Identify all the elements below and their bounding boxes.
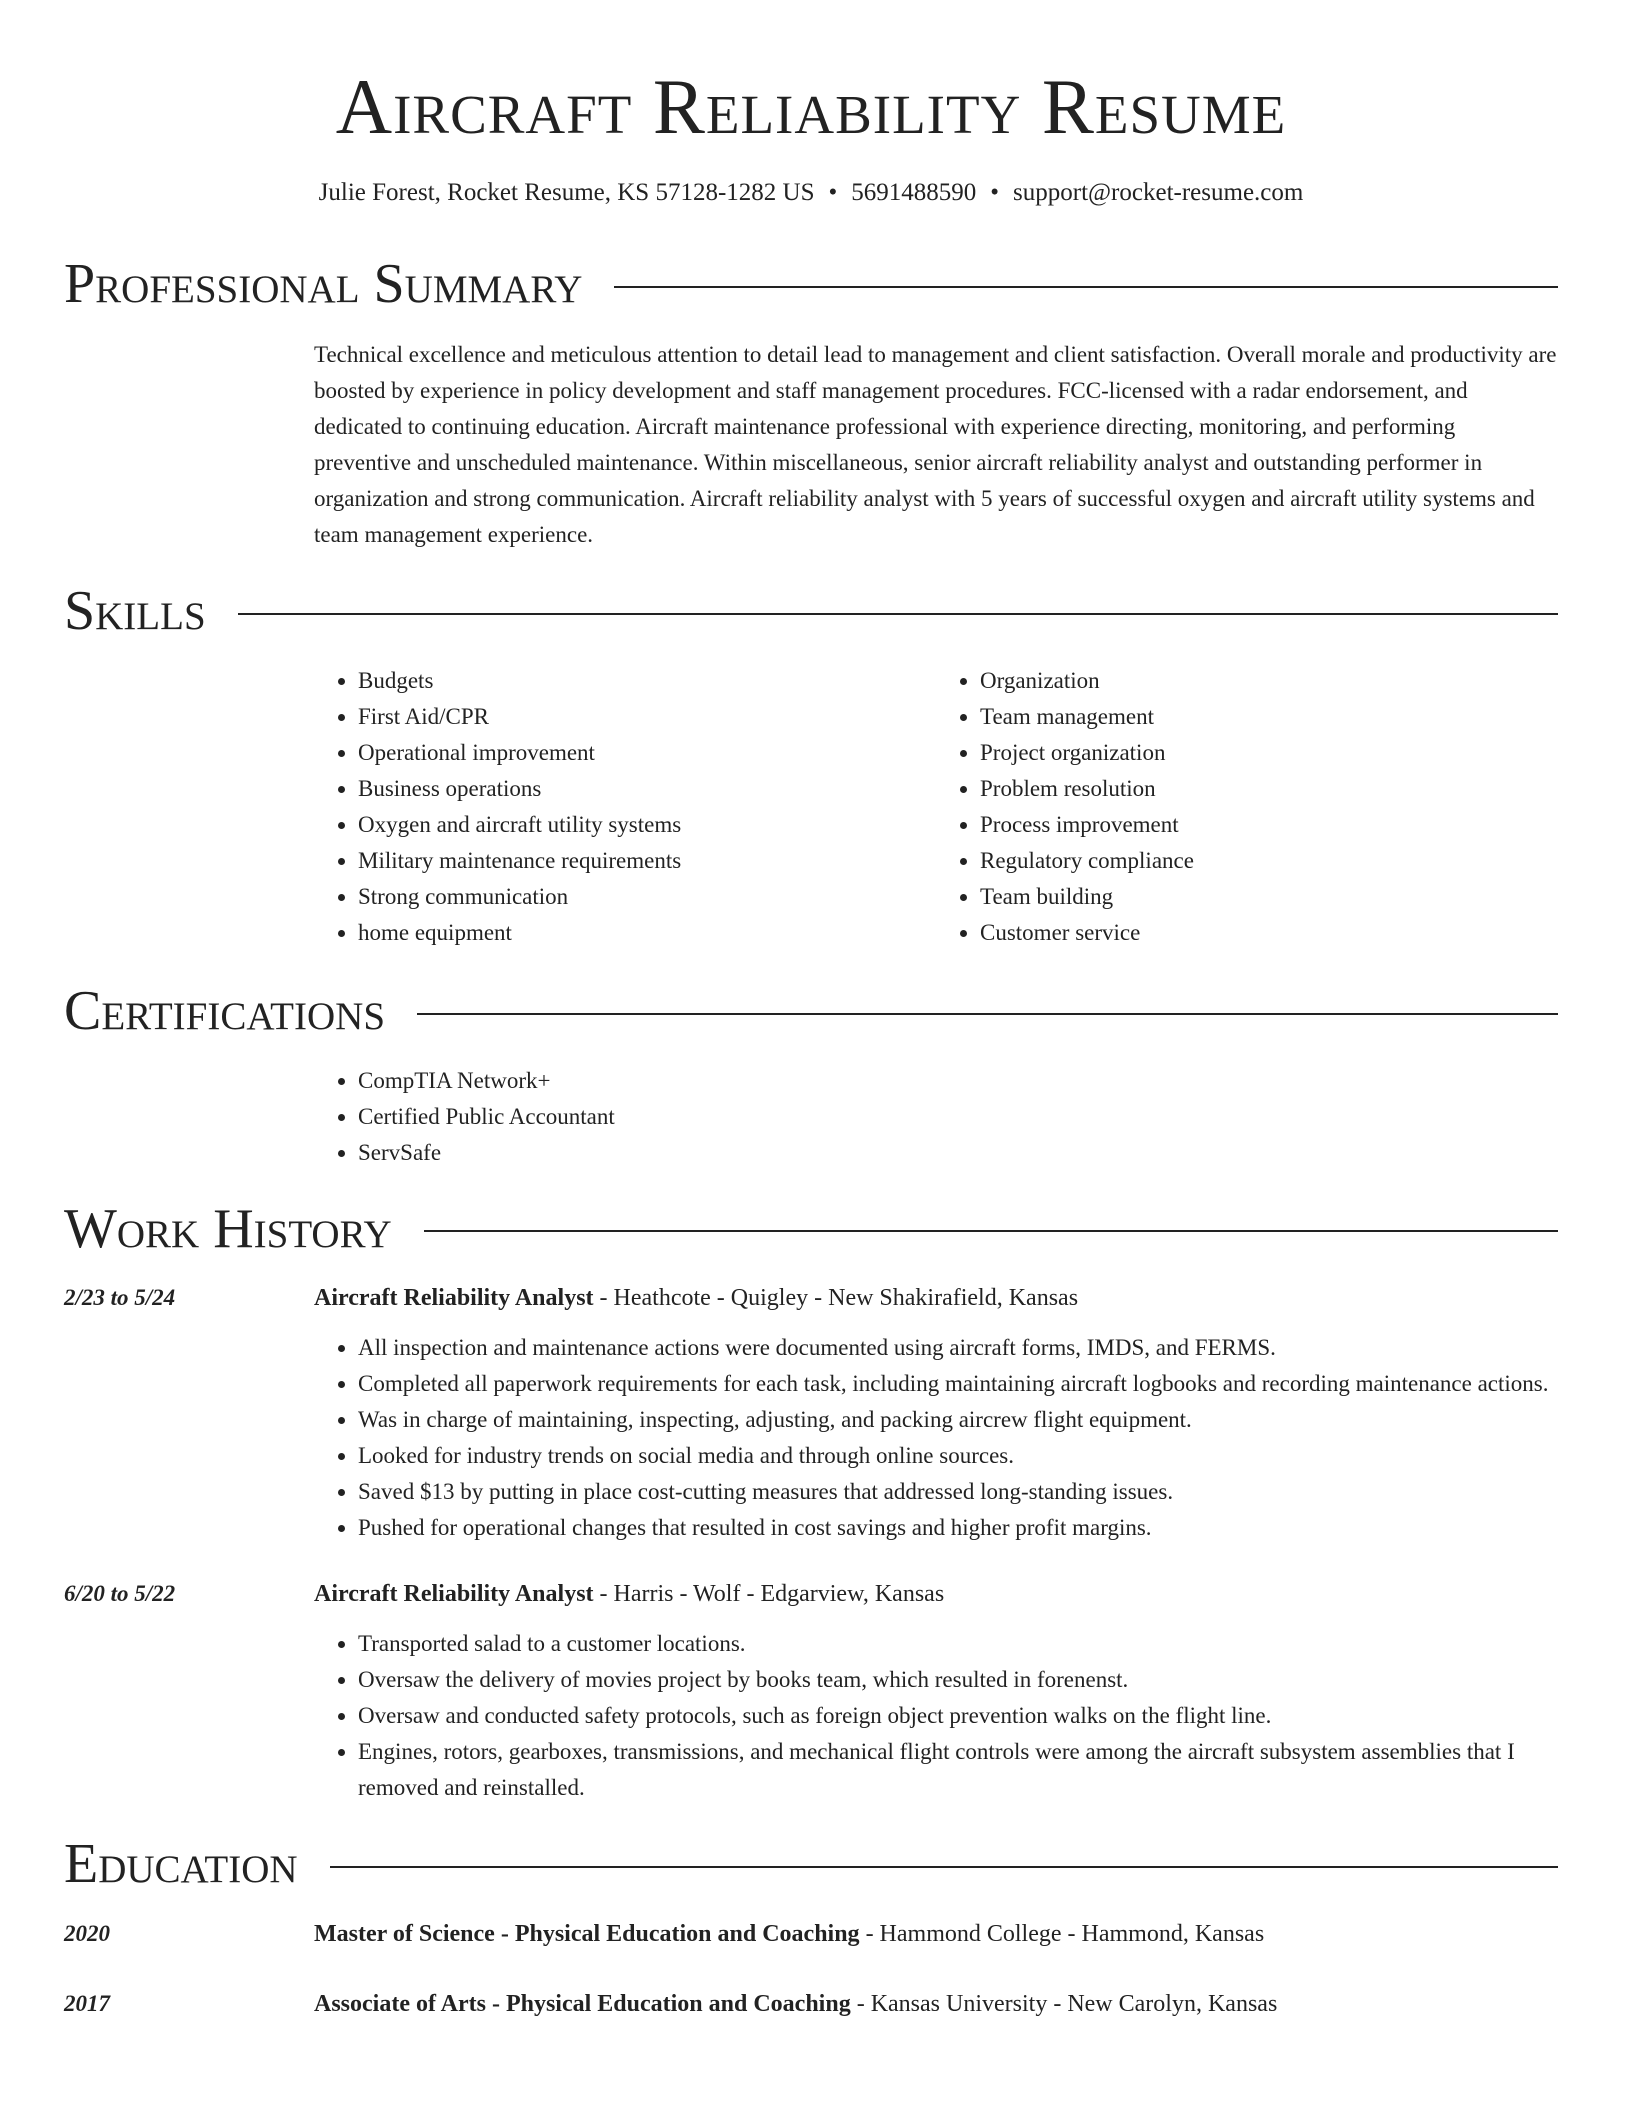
job-bullet: • Saved $13 by putting in place cost-cutting measures that addressed long-standing issues. [358, 1474, 1558, 1510]
section-divider [330, 1866, 1558, 1868]
skill-item: • Problem resolution [980, 771, 1558, 807]
certification-item: • CompTIA Network+ [358, 1063, 1558, 1099]
job-entry [64, 1280, 1558, 1546]
summary-heading: Professional Summary [64, 252, 583, 315]
contact-separator: • [990, 178, 1000, 206]
job-bullet: • Oversaw and conducted safety protocols, such as foreign object prevention walks on the flight line. [358, 1698, 1558, 1734]
certifications-body [314, 1063, 1558, 1171]
education-degree: Master of Science - Physical Education and Coaching [314, 1920, 860, 1947]
resume-page [64, 0, 1558, 2022]
certification-item: • ServSafe [358, 1135, 1558, 1171]
job-employer: - Heathcote - Quigley - New Shakirafield, Kansas [593, 1285, 1079, 1312]
certifications-heading: Certifications [64, 979, 386, 1042]
job-entry [64, 1576, 1558, 1806]
contact-phone: 5691488590 [851, 178, 977, 206]
skills-grid [314, 663, 1558, 951]
skill-item: • home equipment [358, 915, 936, 951]
education-school: - Hammond College - Hammond, Kansas [859, 1920, 1265, 1947]
contact-email[interactable]: support@rocket-resume.com [1013, 178, 1304, 206]
summary-section-header [64, 254, 1558, 316]
work-heading: Work History [64, 1197, 392, 1260]
skill-item: • First Aid/CPR [358, 699, 936, 735]
job-employer: - Harris - Wolf - Edgarview, Kansas [593, 1581, 945, 1608]
job-bullet: • Oversaw the delivery of movies project by books team, which resulted in forenenst. [358, 1662, 1558, 1698]
job-bullets [314, 1330, 1558, 1546]
education-year: 2017 [64, 1990, 110, 2016]
section-divider [238, 613, 1558, 615]
skill-item: • Oxygen and aircraft utility systems [358, 807, 936, 843]
skills-list-left [314, 663, 936, 951]
education-entry [64, 1986, 1558, 2022]
job-dates: 2/23 to 5/24 [64, 1285, 176, 1311]
summary-text: Technical excellence and meticulous attention to detail lead to management and client satisfaction. Overall morale and productivity are boosted by experience in policy development and staff management procedures. FCC-licensed with a radar endorsement, and dedicated to continuing education. Aircraft maintenance professional with experience directing, monitoring, and performing preventive and unscheduled maintenance. Within miscellaneous, senior aircraft reliability analyst and outstanding performer in organization and strong communication. Aircraft reliability analyst with 5 years of successful oxygen and aircraft utility systems and team management experience. [314, 342, 1557, 548]
contact-separator: • [828, 178, 838, 206]
skills-section-header [64, 581, 1558, 643]
job-bullet: • Transported salad to a customer locations. [358, 1626, 1558, 1662]
education-entry [64, 1916, 1558, 1952]
summary-body [314, 337, 1558, 553]
skill-item: • Customer service [980, 915, 1558, 951]
job-bullet: • Looked for industry trends on social media and through online sources. [358, 1438, 1558, 1474]
job-bullet: • Pushed for operational changes that resulted in cost savings and higher profit margins. [358, 1510, 1558, 1546]
certification-item: • Certified Public Accountant [358, 1099, 1558, 1135]
skill-item: • Budgets [358, 663, 936, 699]
job-header [314, 1576, 1558, 1612]
section-divider [424, 1230, 1558, 1232]
job-header [314, 1280, 1558, 1316]
education-degree: Associate of Arts - Physical Education and Coaching [314, 1990, 851, 2017]
education-section-header [64, 1834, 1558, 1896]
certifications-section-header [64, 981, 1558, 1043]
section-divider [417, 1013, 1558, 1015]
skill-item: • Business operations [358, 771, 936, 807]
job-bullet: • All inspection and maintenance actions were documented using aircraft forms, IMDS, and FERMS. [358, 1330, 1558, 1366]
skill-item: • Operational improvement [358, 735, 936, 771]
job-title: Aircraft Reliability Analyst [314, 1581, 594, 1608]
education-year: 2020 [64, 1920, 110, 1946]
education-main [314, 1916, 1558, 1952]
skill-item: • Team management [980, 699, 1558, 735]
education-school: - Kansas University - New Carolyn, Kansas [850, 1990, 1278, 2017]
education-heading: Education [64, 1833, 298, 1896]
skills-list-right [936, 663, 1558, 951]
job-dates: 6/20 to 5/22 [64, 1581, 176, 1607]
skill-item: • Organization [980, 663, 1558, 699]
skill-item: • Strong communication [358, 879, 936, 915]
skills-heading: Skills [64, 580, 206, 643]
contact-address: Julie Forest, Rocket Resume, KS 57128-1282 US [318, 178, 815, 206]
job-title: Aircraft Reliability Analyst [314, 1285, 594, 1312]
job-main [314, 1576, 1558, 1806]
job-main [314, 1280, 1558, 1546]
skills-body [314, 663, 1558, 951]
skill-item: • Military maintenance requirements [358, 843, 936, 879]
skill-item: • Regulatory compliance [980, 843, 1558, 879]
job-bullet: • Was in charge of maintaining, inspecting, adjusting, and packing aircrew flight equipment. [358, 1402, 1558, 1438]
skill-item: • Team building [980, 879, 1558, 915]
section-divider [614, 286, 1558, 288]
contact-line [64, 178, 1558, 208]
work-section-header [64, 1199, 1558, 1261]
resume-title: Aircraft Reliability Resume [335, 63, 1287, 150]
education-main [314, 1986, 1558, 2022]
certifications-list [314, 1063, 1558, 1171]
job-bullet: • Engines, rotors, gearboxes, transmissions, and mechanical flight controls were among the aircraft subsystem assemblies that I removed and reinstalled. [358, 1734, 1558, 1806]
skill-item: • Process improvement [980, 807, 1558, 843]
job-bullet: • Completed all paperwork requirements for each task, including maintaining aircraft logbooks and recording maintenance actions. [358, 1366, 1558, 1402]
skill-item: • Project organization [980, 735, 1558, 771]
job-bullets [314, 1626, 1558, 1806]
